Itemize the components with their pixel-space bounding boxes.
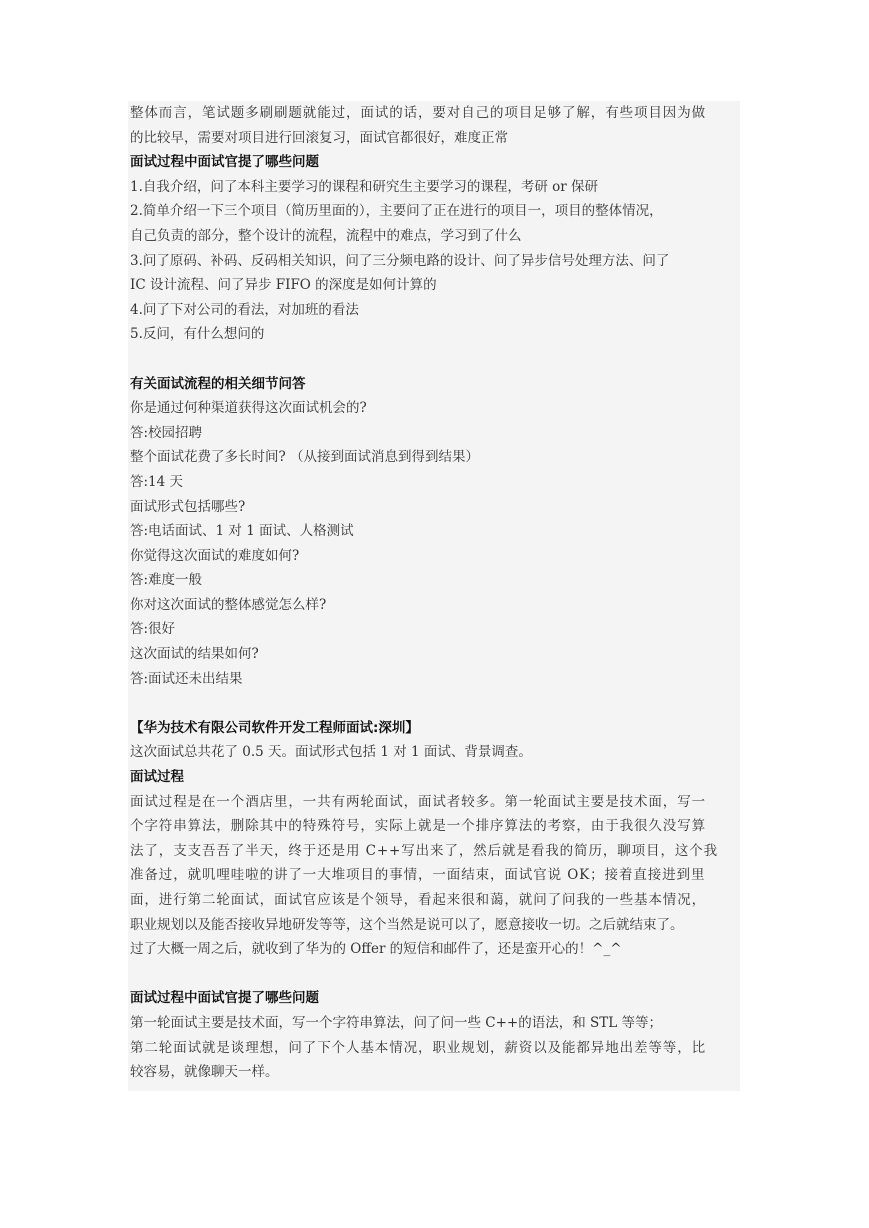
question-line: 较容易，就像聊天一样。 xyxy=(130,1064,279,1081)
question-line: 2.简单介绍一下三个项目（简历里面的），主要问了正在进行的项目一，项目的整体情况， xyxy=(130,203,663,220)
process-line: 过了大概一周之后，就收到了华为的 Offer 的短信和邮件了，还是蛮开心的！^_^ xyxy=(130,941,622,958)
process-line: 准备过，就叽哩哇啦的讲了一大堆项目的事情，一面结束，面试官说 OK；接着直接进到里 xyxy=(130,867,706,884)
spacer xyxy=(130,691,738,716)
qa-question: 这次面试的结果如何? xyxy=(130,646,259,663)
process-line: 法了，支支吾吾了半天，终于还是用 C++写出来了，然后就是看我的简历，聊项目，这个我 xyxy=(130,842,719,859)
qa-answer: 答:难度一般 xyxy=(130,572,203,589)
question-line: 3.问了原码、补码、反码相关知识，问了三分频电路的设计、问了异步信号处理方法、问了 xyxy=(130,252,670,269)
qa-question: 你对这次面试的整体感觉怎么样? xyxy=(130,596,327,613)
question-line: 4.问了下对公司的看法，对加班的看法 xyxy=(130,301,359,318)
qa-question: 整个面试花费了多长时间? （从接到面试消息到得到结果） xyxy=(130,449,480,466)
question-line: 5.反问，有什么想问的 xyxy=(130,326,265,343)
question-line: 自己负责的部分，整个设计的流程，流程中的难点，学习到了什么 xyxy=(130,227,522,244)
question-line: 1.自我介绍，问了本科主要学习的课程和研究生主要学习的课程，考研 or 保研 xyxy=(130,178,599,195)
question-line: 第一轮面试主要是技术面，写一个字符串算法，问了问一些 C++的语法，和 STL 等等； xyxy=(130,1014,663,1031)
qa-question: 你觉得这次面试的难度如何? xyxy=(130,547,300,564)
interview-title: 【华为技术有限公司软件开发工程师面试:深圳】 xyxy=(130,719,419,736)
qa-heading: 有关面试流程的相关细节问答 xyxy=(130,375,306,392)
article-body xyxy=(128,101,740,1091)
qa-answer: 答:校园招聘 xyxy=(130,424,203,441)
spacer xyxy=(130,347,738,372)
qa-question: 面试形式包括哪些? xyxy=(130,498,246,515)
process-line: 职业规划以及能否接收异地研发等等，这个当然是说可以了，愿意接收一切。之后就结束了。 xyxy=(130,916,684,933)
questions-heading-2: 面试过程中面试官提了哪些问题 xyxy=(130,990,319,1007)
question-line: IC 设计流程、问了异步 FIFO 的深度是如何计算的 xyxy=(130,277,437,294)
qa-answer: 答:很好 xyxy=(130,621,176,638)
question-line: 第二轮面试就是谈理想，问了下个人基本情况，职业规划，薪资以及能都异地出差等等，比 xyxy=(130,1039,706,1056)
qa-question: 你是通过何种渠道获得这次面试机会的? xyxy=(130,400,367,417)
interview-summary: 这次面试总共花了 0.5 天。面试形式包括 1 对 1 面试、背景调查。 xyxy=(130,744,532,761)
intro-line-1: 整体而言，笔试题多刷刷题就能过，面试的话，要对自己的项目足够了解，有些项目因为做 xyxy=(130,105,706,121)
spacer xyxy=(130,962,738,987)
process-line: 个字符串算法，删除其中的特殊符号，实际上就是一个排序算法的考察，由于我很久没写算 xyxy=(130,818,706,835)
process-heading: 面试过程 xyxy=(130,769,184,786)
qa-answer: 答:电话面试、1 对 1 面试、人格测试 xyxy=(130,523,354,540)
intro-line-2: 的比较早，需要对项目进行回滚复习，面试官都很好，难度正常 xyxy=(130,129,508,146)
qa-answer: 答:14 天 xyxy=(130,473,184,490)
process-line: 面，进行第二轮面试，面试官应该是个领导，看起来很和蔼，就问了问我的一些基本情况， xyxy=(130,892,706,908)
qa-answer: 答:面试还未出结果 xyxy=(130,670,243,687)
process-line: 面试过程是在一个酒店里，一共有两轮面试，面试者较多。第一轮面试主要是技术面，写一 xyxy=(130,793,706,810)
questions-heading-1: 面试过程中面试官提了哪些问题 xyxy=(130,154,319,171)
